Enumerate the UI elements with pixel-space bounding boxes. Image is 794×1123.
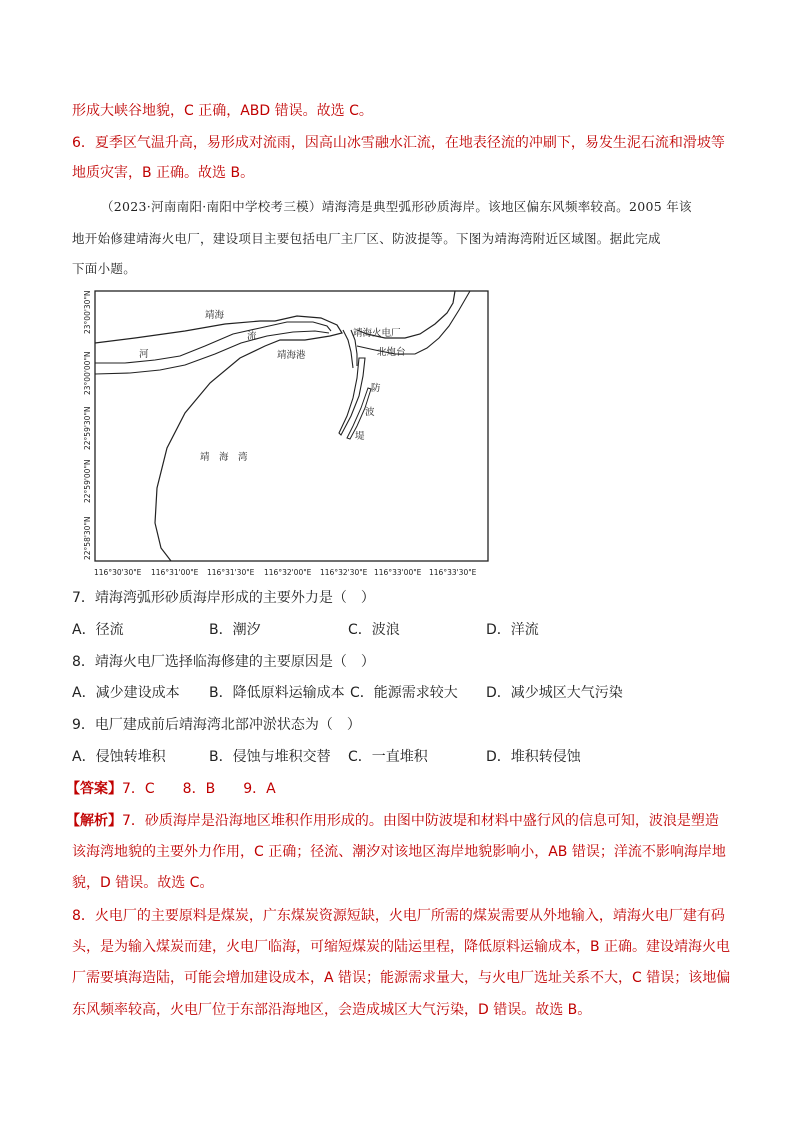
lon-tick-label: 116°32'30"E	[320, 568, 368, 577]
label-battery: 北炮台	[377, 347, 406, 358]
longitude-axis	[94, 568, 477, 577]
label-fang: 防	[371, 383, 381, 394]
q8-option-b[interactable]: B．降低原料运输成本	[209, 685, 345, 701]
plant-channel-left	[343, 330, 353, 368]
lat-tick-label: 23°00'00"N	[83, 351, 92, 395]
q9-option-c[interactable]: C．一直堆积	[348, 749, 428, 765]
analysis-text-1: 7．砂质海岸是沿海地区堆积作用形成的。由图中防波堤和材料中盛行风的信息可知，波浪是塑造	[122, 813, 719, 829]
label-jinghai: 靖海	[205, 310, 225, 321]
q7-option-a[interactable]: A．径流	[72, 622, 124, 638]
answer-text: 7．C 8．B 9．A	[122, 781, 276, 797]
q8-stem: 8．靖海火电厂选择临海修建的主要原因是（ ）	[72, 654, 375, 670]
analysis-line-7: 东风频率较高，火电厂位于东部沿海地区，会造成城区大气污染，D 错误。故选 B。	[72, 1002, 592, 1018]
q6-explanation-line-2: 地质灾害，B 正确。故选 B。	[72, 165, 255, 181]
lon-tick-label: 116°31'30"E	[207, 568, 255, 577]
intro-line-1: （2023·河南南阳·南阳中学校考三模）靖海湾是典型弧形砂质海岸。该地区偏东风频率较高。2005 年该	[101, 199, 692, 214]
answer-tag: 【答案】	[66, 781, 122, 797]
q7-option-c[interactable]: C．波浪	[348, 622, 400, 638]
lat-tick-label: 22°58'30"N	[83, 516, 92, 560]
jinghai-bay-map	[75, 288, 495, 578]
q8-option-a[interactable]: A．减少建设成本	[72, 685, 180, 701]
label-he: 河	[139, 349, 149, 360]
lon-tick-label: 116°33'00"E	[374, 568, 422, 577]
q9-option-d[interactable]: D．堆积转侵蚀	[486, 749, 581, 765]
breakwater	[339, 358, 365, 435]
analysis-tag: 【解析】	[66, 813, 122, 829]
q9-stem: 9．电厂建成前后靖海湾北部冲淤状态为（ ）	[72, 717, 361, 733]
analysis-line-5: 头，是为输入煤炭而建，火电厂临海，可缩短煤炭的陆运里程，降低原料运输成本，B 正确。建设靖海火电	[72, 939, 731, 955]
q9-option-a[interactable]: A．侵蚀转堆积	[72, 749, 166, 765]
answer-line	[66, 779, 276, 799]
label-plant: 靖海火电厂	[353, 328, 401, 339]
map-frame	[95, 291, 488, 561]
lon-tick-label: 116°32'00"E	[264, 568, 312, 577]
intro-line-2: 地开始修建靖海火电厂，建设项目主要包括电厂主厂区、防波提等。下图为靖海湾附近区域图。据此完成	[72, 231, 661, 246]
lat-tick-label: 22°59'30"N	[83, 406, 92, 450]
lat-tick-label: 22°59'00"N	[83, 459, 92, 503]
q7-option-b[interactable]: B．潮汐	[209, 622, 261, 638]
q7-stem: 7．靖海湾弧形砂质海岸形成的主要外力是（ ）	[72, 590, 375, 606]
intro-line-3: 下面小题。	[72, 261, 137, 276]
q9-option-b[interactable]: B．侵蚀与堆积交替	[209, 749, 331, 765]
label-bo: 波	[365, 407, 375, 418]
lon-tick-label: 116°33'30"E	[429, 568, 477, 577]
analysis-line-6: 厂需要填海造陆，可能会增加建设成本，A 错误；能源需求量大，与火电厂选址关系不大，C 错误；该地偏	[72, 970, 731, 986]
q7-option-d[interactable]: D．洋流	[486, 622, 539, 638]
q6-explanation-line-1: 6．夏季区气温升高，易形成对流雨，因高山冰雪融水汇流，在地表径流的冲刷下，易发生泥石流和滑坡等	[72, 135, 725, 151]
analysis-line-1	[66, 811, 719, 831]
label-liu: 流	[247, 331, 257, 342]
analysis-line-4: 8．火电厂的主要原料是煤炭，广东煤炭资源短缺，火电厂所需的煤炭需要从外地输入，靖海火电厂建有码	[72, 908, 725, 924]
lon-tick-label: 116°30'30"E	[94, 568, 142, 577]
q8-option-d[interactable]: D．减少城区大气污染	[486, 685, 623, 701]
lat-tick-label: 23°00'30"N	[83, 290, 92, 334]
previous-explanation-line: 形成大峡谷地貌，C 正确，ABD 错误。故选 C。	[72, 103, 373, 119]
lon-tick-label: 116°31'00"E	[151, 568, 199, 577]
analysis-line-3: 貌，D 错误。故选 C。	[72, 875, 214, 891]
analysis-line-2: 该海湾地貌的主要外力作用，C 正确；径流、潮汐对该地区海岸地貌影响小，AB 错误；洋流不影响海岸地	[72, 844, 726, 860]
label-bay: 靖 海 湾	[200, 452, 248, 463]
latitude-axis	[83, 290, 92, 560]
label-port: 靖海港	[277, 350, 306, 361]
label-di: 堤	[355, 431, 365, 442]
q8-option-c[interactable]: C．能源需求较大	[350, 685, 458, 701]
